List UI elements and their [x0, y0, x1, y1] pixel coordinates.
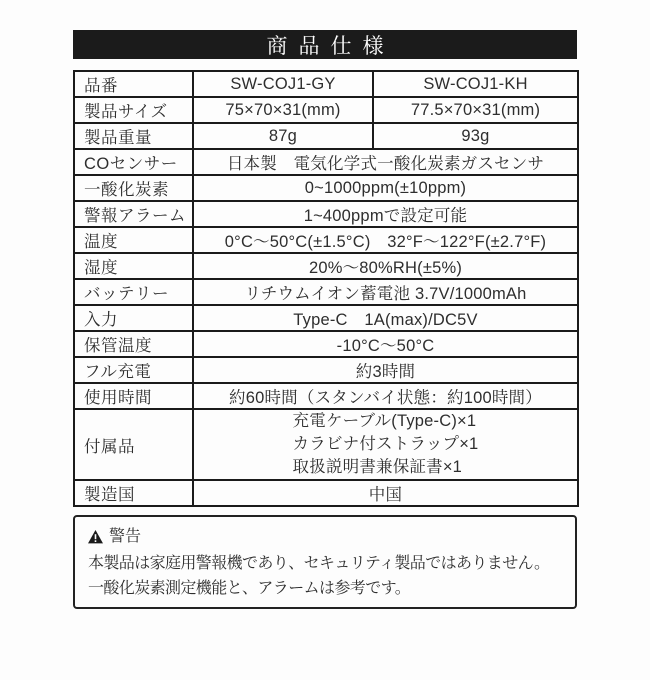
table-row-country — [74, 480, 578, 506]
warning-triangle-icon — [88, 530, 103, 544]
table-row-battery — [74, 279, 578, 305]
warning-title: 警告 — [109, 528, 142, 545]
row-value — [193, 409, 578, 480]
row-label: バッテリー — [74, 279, 193, 305]
table-row-input — [74, 305, 578, 331]
row-value: Type-C 1A(max)/DC5V — [193, 305, 578, 331]
row-label: 製品重量 — [74, 123, 193, 149]
row-value: 75×70×31(mm) — [193, 97, 373, 123]
row-label: 警報アラーム — [74, 201, 193, 227]
table-row-product-weight — [74, 123, 578, 149]
table-row-co-range — [74, 175, 578, 201]
row-label: 製品サイズ — [74, 97, 193, 123]
row-value: 20%～80%RH(±5%) — [193, 253, 578, 279]
table-row-alarm — [74, 201, 578, 227]
table-row-storage-temp — [74, 331, 578, 357]
table-row-model-number — [74, 71, 578, 97]
warning-box — [73, 515, 577, 609]
row-value: 77.5×70×31(mm) — [373, 97, 578, 123]
table-row-full-charge — [74, 357, 578, 383]
row-label: 保管温度 — [74, 331, 193, 357]
row-value: -10°C～50°C — [193, 331, 578, 357]
warning-title-row — [88, 526, 564, 548]
spec-table — [73, 70, 579, 507]
accessory-list — [293, 410, 479, 479]
row-label: COセンサー — [74, 149, 193, 175]
row-value: リチウムイオン蓄電池 3.7V/1000mAh — [193, 279, 578, 305]
row-value: 0°C～50°C(±1.5°C) 32°F～122°F(±2.7°F) — [193, 227, 578, 253]
row-value: SW-COJ1-GY — [193, 71, 373, 97]
warning-text: 一酸化炭素測定機能と、アラームは参考です。 — [88, 580, 411, 597]
warning-text: 本製品は家庭用警報機であり、セキュリティ製品ではありません。 — [88, 555, 550, 572]
row-label: 一酸化炭素 — [74, 175, 193, 201]
row-label: 湿度 — [74, 253, 193, 279]
accessory-item: 取扱説明書兼保証書×1 — [292, 458, 463, 476]
row-value: 約60時間（スタンバイ状態：約100時間） — [193, 383, 578, 409]
row-value: 約3時間 — [193, 357, 578, 383]
row-value: 中国 — [193, 480, 578, 506]
row-value: 日本製 電気化学式一酸化炭素ガスセンサ — [193, 149, 578, 175]
table-row-accessories — [74, 409, 578, 480]
row-value: SW-COJ1-KH — [373, 71, 578, 97]
row-label: 温度 — [74, 227, 193, 253]
row-label: 入力 — [74, 305, 193, 331]
row-label: 製造国 — [74, 480, 193, 506]
row-label: フル充電 — [74, 357, 193, 383]
page-title: 商品仕様 — [73, 30, 577, 59]
row-value: 87g — [193, 123, 373, 149]
row-value: 93g — [373, 123, 578, 149]
table-row-co-sensor — [74, 149, 578, 175]
row-value: 0~1000ppm(±10ppm) — [193, 175, 578, 201]
table-row-humidity — [74, 253, 578, 279]
accessory-item: カラビナ付ストラップ×1 — [292, 435, 479, 453]
table-row-usage-time — [74, 383, 578, 409]
table-row-temperature — [74, 227, 578, 253]
row-label: 品番 — [74, 71, 193, 97]
row-value: 1~400ppmで設定可能 — [193, 201, 578, 227]
accessory-item: 充電ケーブル(Type-C)×1 — [292, 412, 477, 430]
row-label: 付属品 — [74, 409, 193, 480]
spec-sheet — [73, 30, 577, 609]
table-row-product-size — [74, 97, 578, 123]
row-label: 使用時間 — [74, 383, 193, 409]
